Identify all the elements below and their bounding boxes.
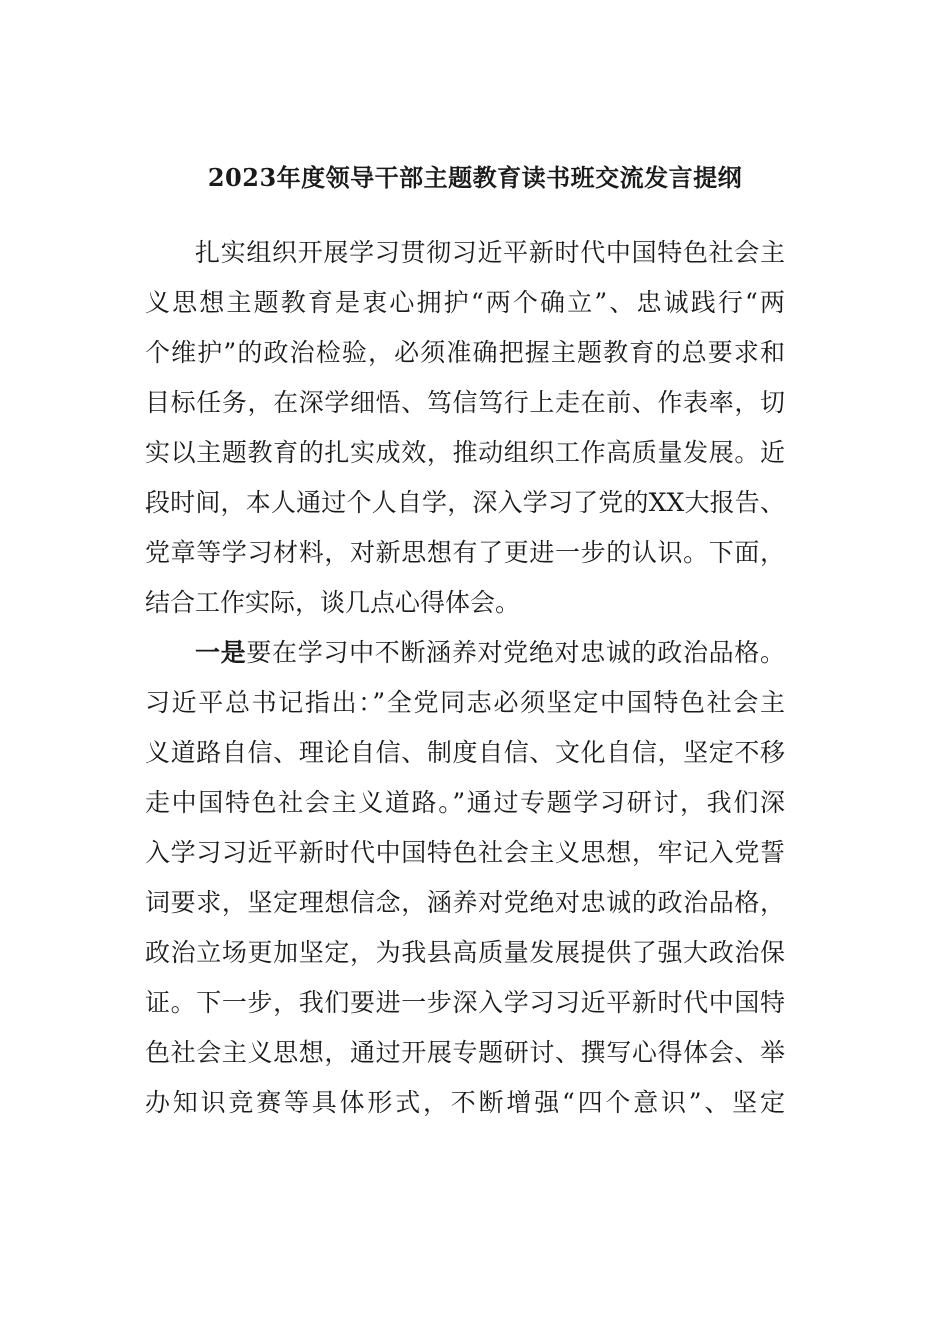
- paragraph-2-line-2: 习近平总书记指出：”全党同志必须坚定中国特色社会主: [145, 688, 785, 717]
- paragraph-2-line-7: 政治立场更加坚定，为我县高质量发展提供了强大政治保: [145, 938, 785, 967]
- paragraph-1-line-5: 实以主题教育的扎实成效，推动组织工作高质量发展。近: [145, 438, 785, 467]
- paragraph-2-lead: 一是: [195, 638, 247, 667]
- document-title: 2023年度领导干部主题教育读书班交流发言提纲: [207, 163, 743, 192]
- paragraph-1-line-1: 扎实组织开展学习贯彻习近平新时代中国特色社会主: [195, 238, 785, 267]
- paragraph-2-line-1-text: 要在学习中不断涵养对党绝对忠诚的政治品格。: [246, 638, 785, 667]
- paragraph-1-line-2: 义思想主题教育是衷心拥护“两个确立”、忠诚践行“两: [145, 288, 785, 317]
- paragraph-1-line-3: 个维护”的政治检验，必须准确把握主题教育的总要求和: [145, 338, 785, 367]
- paragraph-2-line-3: 义道路自信、理论自信、制度自信、文化自信，坚定不移: [145, 738, 785, 767]
- paragraph-1-line-6: 段时间，本人通过个人自学，深入学习了党的XX大报告、: [145, 488, 785, 517]
- paragraph-2-line-5: 入学习习近平新时代中国特色社会主义思想，牢记入党誓: [145, 838, 785, 867]
- paragraph-2-line-8: 证。下一步，我们要进一步深入学习习近平新时代中国特: [145, 988, 785, 1017]
- paragraph-2-line-4: 走中国特色社会主义道路。”通过专题学习研讨，我们深: [145, 788, 785, 817]
- paragraph-1-line-7: 党章等学习材料，对新思想有了更进一步的认识。下面，: [145, 538, 785, 567]
- paragraph-2-line-6: 词要求，坚定理想信念，涵养对党绝对忠诚的政治品格，: [145, 888, 785, 917]
- paragraph-2-line-10: 办知识竞赛等具体形式，不断增强“四个意识”、坚定: [145, 1088, 785, 1117]
- paragraph-1-line-4: 目标任务，在深学细悟、笃信笃行上走在前、作表率，切: [145, 388, 785, 417]
- paragraph-2-line-9: 色社会主义思想，通过开展专题研讨、撰写心得体会、举: [145, 1038, 785, 1067]
- paragraph-1-line-8: 结合工作实际，谈几点心得体会。: [145, 588, 521, 617]
- paragraph-2-line-1: [195, 628, 785, 678]
